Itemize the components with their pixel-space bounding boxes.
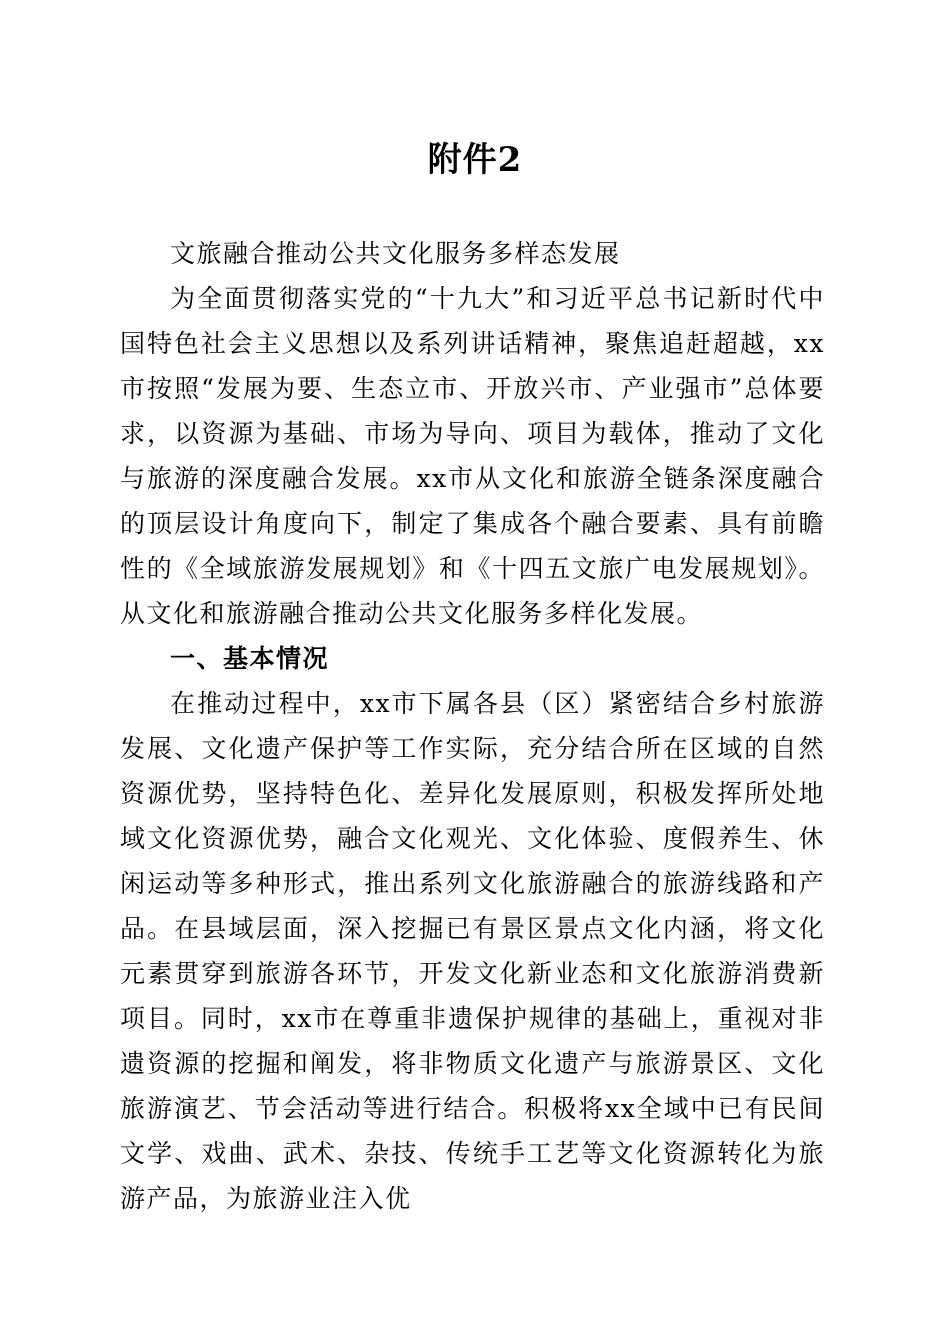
document-title: 附件2	[427, 140, 523, 180]
document-subtitle: 文旅融合推动公共文化服务多样态发展	[170, 239, 621, 268]
intro-paragraph: 为全面贯彻落实党的“十九大”和习近平总书记新时代中国特色社会主义思想以及系列讲话精神，聚焦追赶超越，xx市按照“发展为要、生态立市、开放兴市、产业强市”总体要求，以资源为基础、市场为导向、项目为载体，推动了文化与旅游的深度融合发展。xx市从文化和旅游全链条深度融合的顶层设计角度向下，制定了集成各个融合要素、具有前瞻性的《全域旅游发展规划》和《十四五文旅广电发展规划》。从文化和旅游融合推动公共文化服务多样化发展。	[120, 284, 825, 628]
section-paragraph: 在推动过程中，xx市下属各县（区）紧密结合乡村旅游发展、文化遗产保护等工作实际，充分结合所在区域的自然资源优势，坚持特色化、差异化发展原则，积极发挥所处地域文化资源优势，融合文化观光、文化体验、度假养生、休闲运动等多种形式，推出系列文化旅游融合的旅游线路和产品。在县域层面，深入挖掘已有景区景点文化内涵，将文化元素贯穿到旅游各环节，开发文化新业态和文化旅游消费新项目。同时，xx市在尊重非遗保护规律的基础上，重视对非遗资源的挖掘和阐发，将非物质文化遗产与旅游景区、文化旅游演艺、节会活动等进行结合。积极将xx全域中已有民间文学、戏曲、武术、杂技、传统手工艺等文化资源转化为旅游产品，为旅游业注入优	[120, 689, 825, 1213]
section-heading: 一、基本情况	[170, 644, 330, 673]
document-body	[120, 231, 825, 1221]
